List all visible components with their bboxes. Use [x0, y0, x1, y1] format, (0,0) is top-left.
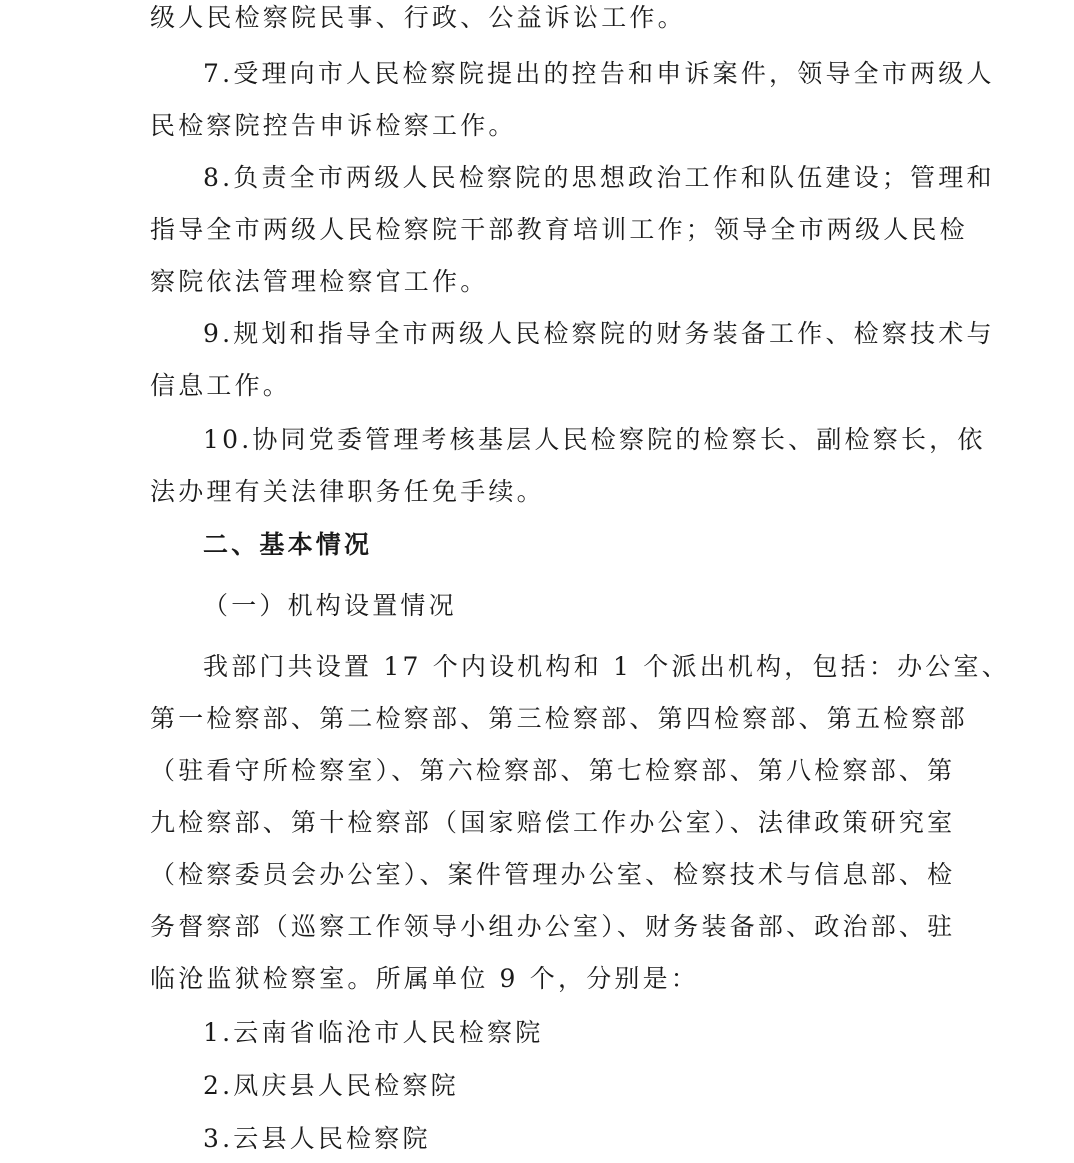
section-heading: 二、基本情况	[203, 530, 373, 559]
org-paragraph-line-6: 务督察部（巡察工作领导小组办公室）、财务装备部、政治部、驻	[150, 912, 956, 941]
duty-item-10-line-2: 法办理有关法律职务任免手续。	[150, 477, 545, 506]
duty-item-8-line-1: 8.负责全市两级人民检察院的思想政治工作和队伍建设；管理和	[203, 163, 995, 192]
org-paragraph-line-1: 我部门共设置 17 个内设机构和 1 个派出机构，包括：办公室、	[203, 652, 1010, 681]
org-paragraph-line-4: 九检察部、第十检察部（国家赔偿工作办公室）、法律政策研究室	[150, 808, 956, 837]
duty-item-9-line-2: 信息工作。	[150, 371, 292, 400]
org-paragraph-line-7: 临沧监狱检察室。所属单位 9 个，分别是：	[150, 964, 700, 993]
duty-item-8-line-3: 察院依法管理检察官工作。	[150, 267, 489, 296]
duty-item-8-line-2: 指导全市两级人民检察院干部教育培训工作；领导全市两级人民检	[150, 215, 968, 244]
org-paragraph-line-5: （检察委员会办公室）、案件管理办公室、检察技术与信息部、检	[150, 860, 956, 889]
duty-item-9-line-1: 9.规划和指导全市两级人民检察院的财务装备工作、检察技术与	[203, 319, 995, 348]
org-paragraph-line-2: 第一检察部、第二检察部、第三检察部、第四检察部、第五检察部	[150, 704, 968, 733]
unit-list-item: 3.云县人民检察院	[203, 1124, 431, 1153]
unit-list-item: 1.云南省临沧市人民检察院	[203, 1018, 544, 1047]
duty-item-10-line-1: 10.协同党委管理考核基层人民检察院的检察长、副检察长，依	[203, 425, 986, 454]
paragraph-line: 级人民检察院民事、行政、公益诉讼工作。	[150, 3, 686, 32]
unit-list-item: 2.凤庆县人民检察院	[203, 1071, 459, 1100]
org-paragraph-line-3: （驻看守所检察室）、第六检察部、第七检察部、第八检察部、第	[150, 756, 956, 785]
subsection-heading: （一）机构设置情况	[203, 591, 457, 620]
duty-item-7-line-1: 7.受理向市人民检察院提出的控告和申诉案件，领导全市两级人	[203, 59, 995, 88]
duty-item-7-line-2: 民检察院控告申诉检察工作。	[150, 111, 517, 140]
